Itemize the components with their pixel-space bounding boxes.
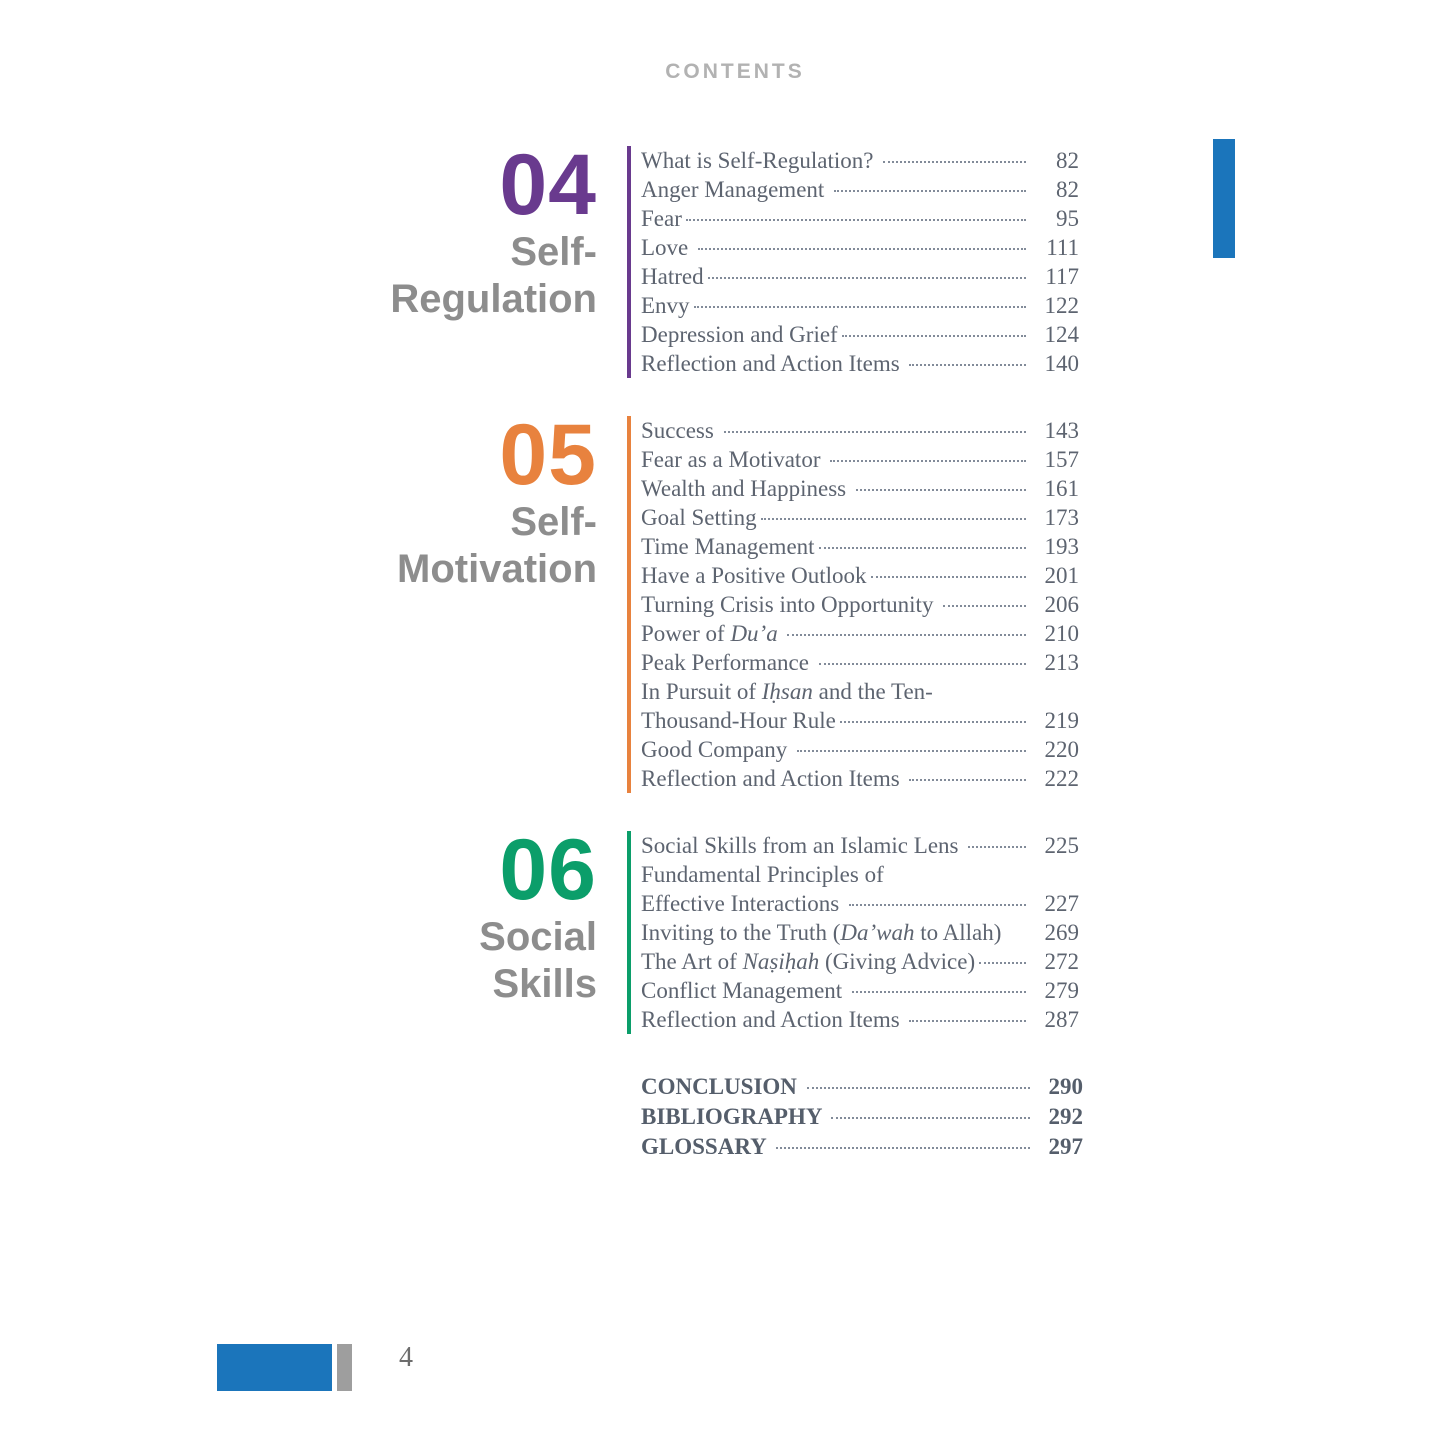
title-segment: Success bbox=[641, 418, 720, 443]
toc-entry-title bbox=[641, 291, 690, 320]
toc-entry bbox=[641, 918, 1079, 947]
toc-entry-title bbox=[641, 764, 905, 793]
dot-leader bbox=[979, 962, 1026, 964]
title-segment: In Pursuit of bbox=[641, 679, 762, 704]
title-segment: Effective Interactions bbox=[641, 891, 845, 916]
dot-leader bbox=[819, 547, 1026, 549]
toc-entry-page-number: 95 bbox=[1056, 206, 1079, 231]
toc-entry-title bbox=[641, 889, 845, 918]
dot-leader bbox=[761, 518, 1026, 520]
table-of-contents bbox=[0, 137, 1140, 1162]
title-segment: Love bbox=[641, 235, 695, 260]
toc-entry-page-number: 227 bbox=[1044, 891, 1079, 916]
toc-entry-page-number: 225 bbox=[1044, 833, 1079, 858]
backmatter-entry-page-number: 297 bbox=[1048, 1134, 1083, 1159]
chapter-title-line: Regulation bbox=[390, 277, 597, 321]
page-number: 4 bbox=[399, 1342, 413, 1373]
section-entries bbox=[627, 831, 1079, 1034]
title-segment: Anger Management bbox=[641, 177, 831, 202]
toc-entry-title bbox=[641, 860, 884, 889]
title-segment: Goal Setting bbox=[641, 505, 757, 530]
dot-leader bbox=[698, 248, 1026, 250]
toc-entry-title bbox=[641, 947, 975, 976]
title-segment: and the Ten- bbox=[812, 679, 933, 704]
title-segment: GLOSSARY bbox=[641, 1134, 772, 1159]
toc-backmatter bbox=[631, 1072, 1083, 1162]
toc-entry bbox=[641, 262, 1079, 291]
dot-leader bbox=[909, 364, 1026, 366]
toc-entry bbox=[641, 416, 1079, 445]
footer-blue-bar bbox=[217, 1344, 332, 1391]
title-segment: Wealth and Happiness bbox=[641, 476, 852, 501]
toc-entry-title bbox=[641, 648, 815, 677]
title-segment: What is Self-Regulation? bbox=[641, 148, 880, 173]
title-segment-italic: Du’a bbox=[730, 621, 778, 646]
title-segment: Social Skills from an Islamic Lens bbox=[641, 833, 965, 858]
title-segment: Hatred bbox=[641, 264, 704, 289]
dot-leader bbox=[883, 161, 1026, 163]
toc-entry-page-number: 173 bbox=[1044, 505, 1079, 530]
backmatter-entry bbox=[641, 1132, 1083, 1162]
toc-entry bbox=[641, 291, 1079, 320]
dot-leader bbox=[686, 219, 1026, 221]
title-segment: Reflection and Action Items bbox=[641, 1007, 906, 1032]
right-accent-bar bbox=[1213, 139, 1235, 258]
title-segment: to Allah) bbox=[914, 920, 1002, 945]
toc-entry-title bbox=[641, 976, 848, 1005]
section-entries bbox=[627, 146, 1079, 378]
toc-entry-title bbox=[641, 233, 694, 262]
toc-entry-title bbox=[641, 561, 867, 590]
toc-entry-title bbox=[641, 445, 826, 474]
toc-entry-page-number: 222 bbox=[1044, 766, 1079, 791]
toc-entry-page-number: 210 bbox=[1044, 621, 1079, 646]
toc-entry bbox=[641, 445, 1079, 474]
title-segment: Depression and Grief bbox=[641, 322, 838, 347]
backmatter-entry bbox=[641, 1072, 1083, 1102]
chapter-number: 06 bbox=[499, 822, 597, 918]
toc-entry-title bbox=[641, 619, 783, 648]
toc-entry-title bbox=[641, 1005, 905, 1034]
toc-entry-page-number: 206 bbox=[1044, 592, 1079, 617]
toc-entry-page-number: 213 bbox=[1044, 650, 1079, 675]
backmatter-entry bbox=[641, 1102, 1083, 1132]
toc-entry-page-number: 111 bbox=[1046, 235, 1079, 260]
chapter-title-line: Skills bbox=[492, 962, 597, 1006]
dot-leader bbox=[834, 190, 1026, 192]
toc-entry-page-number: 143 bbox=[1044, 418, 1079, 443]
toc-sections bbox=[0, 137, 1140, 1034]
toc-entry-page-number: 219 bbox=[1044, 708, 1079, 733]
toc-entry-title bbox=[641, 262, 704, 291]
title-segment: Inviting to the Truth ( bbox=[641, 920, 841, 945]
dot-leader bbox=[830, 460, 1026, 462]
backmatter-entry-title bbox=[641, 1102, 827, 1132]
toc-entry-page-number: 122 bbox=[1044, 293, 1079, 318]
chapter-title-line: Motivation bbox=[397, 547, 597, 591]
toc-entry bbox=[641, 860, 1079, 889]
dot-leader bbox=[968, 846, 1026, 848]
toc-entry-title bbox=[641, 706, 836, 735]
toc-entry-page-number: 287 bbox=[1044, 1007, 1079, 1032]
title-segment-italic: Da’wah bbox=[840, 920, 915, 945]
section-heading-06 bbox=[0, 822, 627, 1008]
dot-leader bbox=[819, 663, 1026, 665]
toc-entry bbox=[641, 831, 1079, 860]
toc-entry-title bbox=[641, 831, 964, 860]
title-segment: Power of bbox=[641, 621, 731, 646]
toc-entry bbox=[641, 233, 1079, 262]
toc-entry bbox=[641, 532, 1079, 561]
dot-leader bbox=[909, 779, 1026, 781]
toc-entry-title bbox=[641, 677, 933, 706]
title-segment-italic: Naṣiḥah bbox=[742, 949, 820, 974]
chapter-title-line: Self- bbox=[510, 230, 597, 274]
footer-gray-bar bbox=[337, 1344, 352, 1391]
dot-leader bbox=[694, 306, 1026, 308]
toc-entry bbox=[641, 976, 1079, 1005]
toc-entry-page-number: 82 bbox=[1056, 148, 1079, 173]
toc-entry bbox=[641, 175, 1079, 204]
toc-entry bbox=[641, 590, 1079, 619]
dot-leader bbox=[849, 904, 1026, 906]
dot-leader bbox=[776, 1147, 1030, 1149]
toc-entry bbox=[641, 677, 1079, 706]
toc-entry-title bbox=[641, 204, 682, 233]
toc-entry-title bbox=[641, 532, 815, 561]
chapter-title-line: Self- bbox=[510, 500, 597, 544]
dot-leader bbox=[724, 431, 1026, 433]
toc-entry-title bbox=[641, 320, 838, 349]
toc-entry bbox=[641, 561, 1079, 590]
toc-entry-title bbox=[641, 146, 879, 175]
toc-section-06 bbox=[0, 822, 1140, 1034]
title-segment: Fear as a Motivator bbox=[641, 447, 827, 472]
toc-entry-page-number: 117 bbox=[1045, 264, 1079, 289]
toc-entry-title bbox=[641, 416, 720, 445]
toc-entry-page-number: 82 bbox=[1056, 177, 1079, 202]
toc-entry bbox=[641, 706, 1079, 735]
toc-entry bbox=[641, 764, 1079, 793]
title-segment: CONCLUSION bbox=[641, 1074, 803, 1099]
backmatter-entry-title bbox=[641, 1132, 772, 1162]
title-segment: The Art of bbox=[641, 949, 743, 974]
chapter-number: 04 bbox=[499, 137, 597, 233]
toc-entry-title bbox=[641, 474, 852, 503]
toc-entry-page-number: 157 bbox=[1044, 447, 1079, 472]
toc-entry-page-number: 124 bbox=[1044, 322, 1079, 347]
toc-entry bbox=[641, 648, 1079, 677]
toc-entry bbox=[641, 474, 1079, 503]
title-segment: Turning Crisis into Opportunity bbox=[641, 592, 940, 617]
toc-entry bbox=[641, 1005, 1079, 1034]
title-segment: Envy bbox=[641, 293, 690, 318]
toc-entry bbox=[641, 349, 1079, 378]
section-heading-04 bbox=[0, 137, 627, 323]
backmatter-entry-page-number: 292 bbox=[1048, 1104, 1083, 1129]
dot-leader bbox=[943, 605, 1026, 607]
dot-leader bbox=[807, 1087, 1030, 1089]
toc-entry-title bbox=[641, 349, 905, 378]
title-segment: Reflection and Action Items bbox=[641, 351, 906, 376]
toc-entry-title bbox=[641, 735, 793, 764]
title-segment: Fear bbox=[641, 206, 682, 231]
chapter-title-line: Social bbox=[479, 915, 597, 959]
toc-entry bbox=[641, 146, 1079, 175]
title-segment: Conflict Management bbox=[641, 978, 848, 1003]
section-entries bbox=[627, 416, 1079, 793]
dot-leader bbox=[856, 489, 1026, 491]
contents-running-head: CONTENTS bbox=[665, 60, 805, 83]
title-segment: Reflection and Action Items bbox=[641, 766, 906, 791]
toc-entry bbox=[641, 947, 1079, 976]
backmatter-entry-title bbox=[641, 1072, 803, 1102]
toc-entry-title bbox=[641, 175, 830, 204]
title-segment: (Giving Advice) bbox=[819, 949, 976, 974]
dot-leader bbox=[852, 991, 1026, 993]
dot-leader bbox=[871, 576, 1027, 578]
toc-section-05 bbox=[0, 407, 1140, 793]
title-segment: Have a Positive Outlook bbox=[641, 563, 867, 588]
dot-leader bbox=[708, 277, 1026, 279]
section-heading-05 bbox=[0, 407, 627, 593]
toc-entry bbox=[641, 503, 1079, 532]
toc-section-04 bbox=[0, 137, 1140, 378]
chapter-number: 05 bbox=[499, 407, 597, 503]
toc-entry-page-number: 140 bbox=[1044, 351, 1079, 376]
backmatter-entry-page-number: 290 bbox=[1048, 1074, 1083, 1099]
toc-entry bbox=[641, 320, 1079, 349]
toc-entry-page-number: 279 bbox=[1044, 978, 1079, 1003]
toc-entry bbox=[641, 619, 1079, 648]
dot-leader bbox=[831, 1117, 1030, 1119]
toc-entry-page-number: 201 bbox=[1044, 563, 1079, 588]
toc-entry-title bbox=[641, 503, 757, 532]
toc-entry bbox=[641, 889, 1079, 918]
toc-entry-page-number: 193 bbox=[1044, 534, 1079, 559]
toc-entry-title bbox=[641, 590, 939, 619]
toc-entry-page-number: 272 bbox=[1044, 949, 1079, 974]
dot-leader bbox=[842, 335, 1026, 337]
title-segment bbox=[778, 621, 784, 646]
toc-entry-page-number: 220 bbox=[1044, 737, 1079, 762]
title-segment: Thousand-Hour Rule bbox=[641, 708, 836, 733]
title-segment: BIBLIOGRAPHY bbox=[641, 1104, 828, 1129]
title-segment-italic: Iḥsan bbox=[761, 679, 813, 704]
toc-entry-page-number: 269 bbox=[1044, 920, 1079, 945]
dot-leader bbox=[797, 750, 1026, 752]
dot-leader bbox=[909, 1020, 1026, 1022]
toc-entry-page-number: 161 bbox=[1044, 476, 1079, 501]
title-segment: Time Management bbox=[641, 534, 815, 559]
dot-leader bbox=[840, 721, 1026, 723]
toc-entry bbox=[641, 735, 1079, 764]
dot-leader bbox=[787, 634, 1026, 636]
title-segment: Peak Performance bbox=[641, 650, 815, 675]
toc-entry-title bbox=[641, 918, 1001, 947]
title-segment: Good Company bbox=[641, 737, 794, 762]
title-segment: Fundamental Principles of bbox=[641, 862, 884, 887]
toc-entry bbox=[641, 204, 1079, 233]
